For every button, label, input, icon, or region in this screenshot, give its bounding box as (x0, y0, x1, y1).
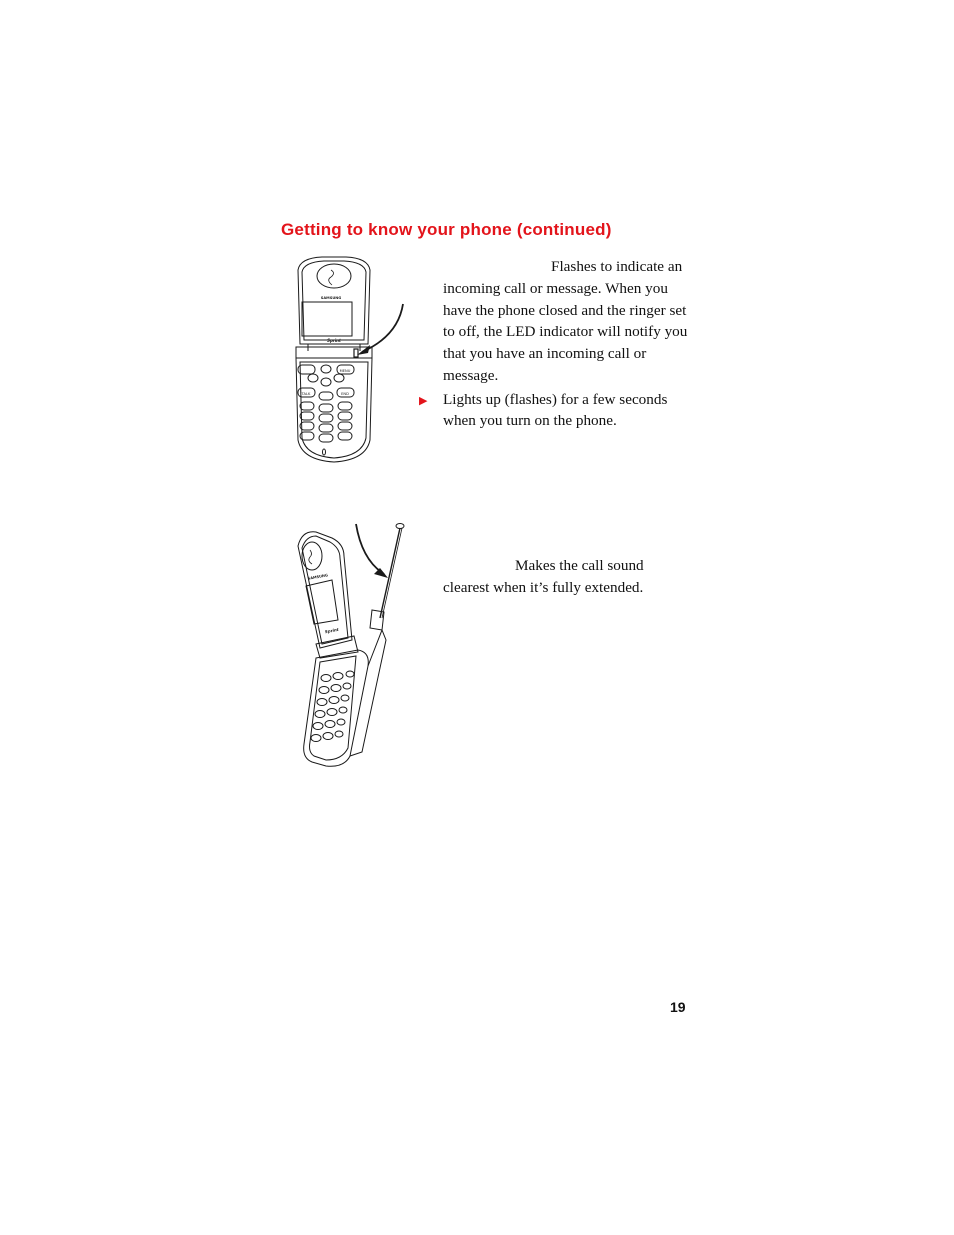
phone-antenna-figure (292, 520, 412, 772)
led-description (443, 256, 693, 387)
section-heading: Getting to know your phone (continued) (281, 220, 612, 239)
phone2-brand-label: SAMSUNG (307, 573, 329, 581)
antenna-description-rest: clearest when it’s fully extended. (443, 578, 644, 596)
red-triangle-bullet-icon: ▶ (419, 394, 428, 407)
phone-end-key-label: END (341, 392, 349, 396)
antenna-description-lead: Makes the call sound (515, 557, 644, 574)
phone2-carrier-label: Sprint (324, 626, 339, 635)
led-bullet-text: Lights up (flashes) for a few seconds when you turn on the phone. (443, 391, 668, 429)
phone-led-figure (286, 254, 414, 466)
phone-menu-key-label: MENU (339, 369, 351, 373)
led-description-lead: Flashes to indicate (551, 258, 665, 275)
led-description-rest: an incoming call or message. When you have the phone closed and the ringer set to off, the LED indicator will notify you that you have an incoming call or message. (443, 258, 688, 384)
page-number: 19 (670, 999, 686, 1015)
phone-carrier-label: Sprint (327, 338, 341, 343)
phone-brand-label: SAMSUNG (320, 296, 342, 300)
phone-talk-key-label: TALK (301, 392, 311, 396)
antenna-description (443, 555, 693, 599)
